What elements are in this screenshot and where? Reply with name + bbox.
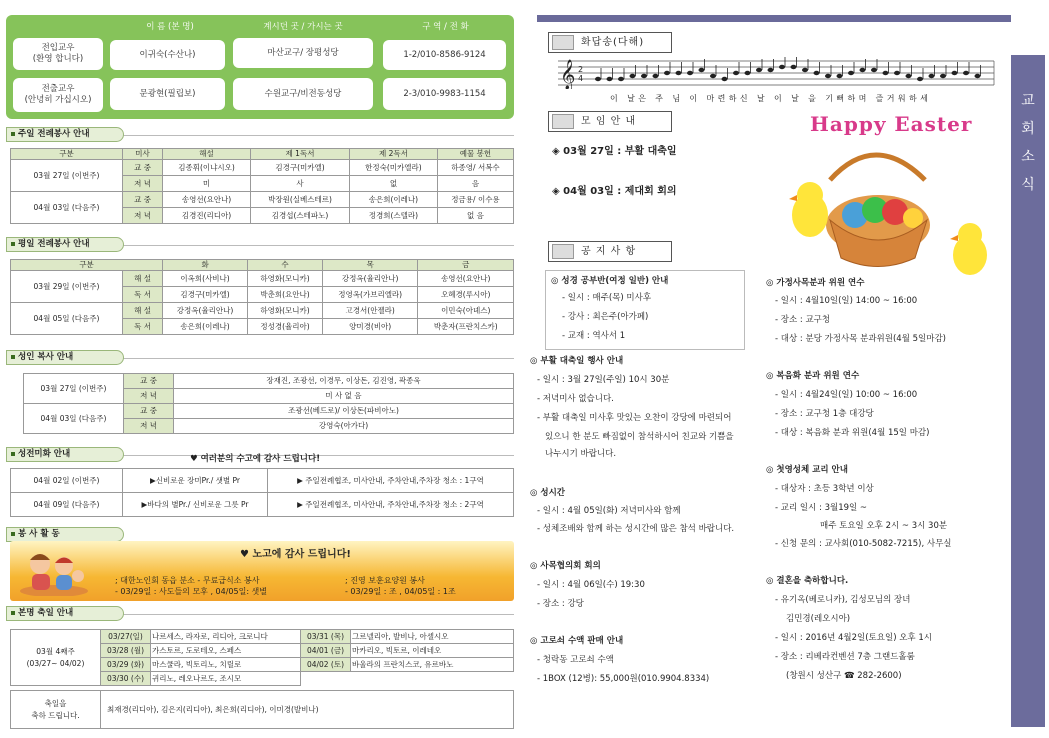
date-cell: 04월 03일 (다음주) — [11, 192, 123, 224]
service-heading: 봉 사 활 동 — [6, 527, 124, 542]
notice-line: - 일시 : 4월 05일(화) 저녁미사와 함께 — [537, 506, 681, 516]
table-cell: ▶ 주일전례협조, 미사안내, 주차안내,주차장 청소 : 1구역 — [268, 469, 514, 493]
music-note — [917, 77, 923, 81]
weekday-service-table — [10, 259, 514, 335]
family-illustration — [14, 546, 94, 596]
transfer-in-place: 마산교구/ 장평성당 — [233, 38, 373, 68]
table-cell: 박춘희(요안나) — [248, 287, 323, 303]
music-note — [802, 68, 808, 72]
notice-heading: ◎ 고로쇠 수액 판매 안내 — [530, 636, 624, 646]
table-cell: 미 사 없 음 — [174, 389, 514, 404]
table-header: 목 — [322, 260, 418, 271]
svg-text:4: 4 — [578, 74, 584, 83]
cleaning-table — [10, 468, 514, 517]
easter-basket-illustration — [775, 140, 995, 280]
music-note — [607, 77, 613, 81]
easter-title: Happy Easter — [810, 112, 973, 136]
priest-photo-icon — [552, 244, 574, 259]
weekday-service-heading: 평일 전례봉사 안내 — [6, 237, 124, 252]
feast-saints: 나르세스, 라자로, 리디아, 크로니다 — [151, 630, 301, 644]
table-cell: 김종휘(이냐시오) — [163, 160, 251, 176]
table-cell: 정성경(율리아) — [248, 319, 323, 335]
date-cell: 04월 03일 (다음주) — [24, 404, 124, 434]
music-note — [618, 77, 624, 81]
table-cell: 오혜경(루시아) — [418, 287, 514, 303]
music-note — [687, 71, 693, 75]
music-note — [929, 74, 935, 78]
col-name-header: 이 름 (본 명) — [146, 22, 194, 32]
hymn-lyrics: 이 날은 주 님 이 마련하신 날 이 날 을 기뻐하며 즐거워하세 — [610, 94, 932, 103]
col-place-header: 계시던 곳 / 가시는 곳 — [263, 22, 343, 32]
music-note — [871, 68, 877, 72]
notice-line: - 일시 : 4월 06일(수) 19:30 — [537, 580, 645, 590]
feast-saints: 귀리노, 레오나르도, 조시모 — [151, 672, 301, 686]
notice-line: - 일시 : 2016년 4월2일(토요일) 오후 1시 — [775, 633, 932, 643]
side-char: 식 — [1021, 177, 1035, 193]
notice-line: - 강사 : 최은주(아가페) — [562, 312, 649, 322]
notice-heading: ◎ 첫영성체 교리 안내 — [766, 465, 848, 475]
meeting-title-box — [548, 111, 672, 132]
music-note — [699, 68, 705, 72]
table-header: 구분 — [11, 149, 123, 160]
svg-text:𝄞: 𝄞 — [560, 60, 576, 89]
music-note — [710, 74, 716, 78]
notice-line: - 일시 : 4월24일(일) 10:00 ~ 16:00 — [775, 390, 918, 400]
music-note — [756, 68, 762, 72]
feast-heading: 본명 축일 안내 — [6, 606, 124, 621]
notice-line: - 일시 : 4월10일(일) 14:00 ~ 16:00 — [775, 296, 918, 306]
feast-day: 03/31 (목) — [301, 630, 351, 644]
music-note — [745, 71, 751, 75]
table-cell: 정경희(스텔라) — [349, 208, 437, 224]
feast-day: 03/28 (월) — [101, 644, 151, 658]
notice-line: - 유기옥(베로니카), 김성모님의 장녀 — [775, 595, 911, 605]
date-cell: 03월 27일 (이번주) — [11, 160, 123, 192]
col-zone-header: 구 역 / 전 화 — [422, 22, 469, 32]
notice-line: - 신청 문의 : 교사회(010-5082-7215), 사무실 — [775, 539, 952, 549]
role-cell: 해 설 — [123, 271, 163, 287]
music-note — [837, 74, 843, 78]
date-cell: 04월 09일 (다음주) — [11, 493, 123, 517]
table-cell: 고경서(안젤라) — [322, 303, 418, 319]
svg-text:2: 2 — [578, 65, 584, 74]
table-header: 화 — [163, 260, 248, 271]
music-note — [825, 74, 831, 78]
table-cell: 김경섭(스테파노) — [251, 208, 350, 224]
notice-line: - 일시 : 3월 27일(주일) 10시 30분 — [537, 375, 670, 385]
table-cell: 하영화(모니카) — [248, 303, 323, 319]
notice-heading: ◎ 부활 대축일 행사 안내 — [530, 356, 624, 366]
notice-line: - 장소 : 교구청 1층 대강당 — [775, 409, 874, 419]
music-note — [653, 74, 659, 78]
music-note — [722, 77, 728, 81]
feast-saints: 가스토르, 도로테오, 스페스 — [151, 644, 301, 658]
side-char: 교 — [1021, 93, 1035, 109]
sunday-service-heading: 주일 전례봉사 안내 — [6, 127, 124, 142]
service-left-line1: ; 대한노인회 동읍 분소 - 무료급식소 봉사 — [115, 576, 260, 585]
table-header: 구분 — [11, 260, 163, 271]
feast-table — [10, 629, 514, 686]
table-cell: 없 — [349, 176, 437, 192]
notice-line: - 대상자 : 초등 3학년 이상 — [775, 484, 874, 494]
feast-day: 03/30 (수) — [101, 672, 151, 686]
notice-line: - 장소 : 리베라컨벤션 7층 그랜드홀룸 — [775, 652, 915, 662]
table-cell: 하영화(모니카) — [248, 271, 323, 287]
congrats-table — [10, 690, 514, 729]
notice-line: - 저녁미사 없습니다. — [537, 394, 614, 404]
table-cell: 정영옥(가브리엘라) — [322, 287, 418, 303]
table-header: 제 2독서 — [349, 149, 437, 160]
feast-saints: 마스쿨라, 빅토리노, 치릴로 — [151, 658, 301, 672]
notice-line: 있으니 한 분도 빠짐없이 참석하시어 친교와 기쁨을 — [545, 432, 734, 442]
feast-day: 03/29 (화) — [101, 658, 151, 672]
cleaning-heading: 성전미화 안내 — [6, 447, 124, 462]
side-char: 소 — [1021, 149, 1035, 165]
music-note — [791, 65, 797, 69]
music-note — [848, 71, 854, 75]
notice-line: - 성체조배와 함께 하는 성시간에 많은 참석 바랍니다. — [537, 524, 735, 534]
feast-range: (03/27~ 04/02) — [26, 658, 85, 668]
music-note — [595, 77, 601, 81]
congrats-names: 최재경(리디아), 김은지(리디아), 최은희(리디아), 이미경(발비나) — [101, 691, 514, 729]
sunday-service-table — [10, 148, 514, 224]
music-note — [952, 71, 958, 75]
music-note — [963, 71, 969, 75]
notice-line: - 대상 : 복음화 분과 위원(4월 15일 마감) — [775, 428, 930, 438]
feast-day: 04/01 (금) — [301, 644, 351, 658]
notice-line: - 교리 일시 : 3월19일 ~ — [775, 503, 868, 513]
notice-heading: ◎ 성시간 — [530, 488, 566, 498]
transfer-out-zone: 2-3/010-9983-1154 — [383, 78, 506, 110]
table-cell: ▶바다의 별Pr./ 신비로운 그릇 Pr — [123, 493, 268, 517]
transfer-in-zone: 1-2/010-8586-9124 — [383, 40, 506, 70]
music-staff — [558, 57, 996, 89]
music-note — [975, 74, 981, 78]
table-cell: 김경구(미카엘) — [163, 287, 248, 303]
table-cell: 송은희(이레나) — [349, 192, 437, 208]
notice-line: - 부활 대축일 미사후 맛있는 오찬이 강당에 마련되어 — [537, 413, 732, 423]
side-char: 회 — [1021, 121, 1035, 137]
table-cell: 장재진, 조광선, 이경무, 이상돈, 김진영, 곽종욱 — [174, 374, 514, 389]
service-right-line2: - 03/29일 : 조 , 04/05일 : 1조 — [345, 587, 456, 596]
mass-cell: 교 중 — [123, 192, 163, 208]
mass-cell: 교 중 — [123, 160, 163, 176]
notice-heading: ◎ 사목협의회 회의 — [530, 561, 601, 571]
table-cell: 강영숙(아가다) — [174, 419, 514, 434]
table-cell: 김경구(미카엘) — [251, 160, 350, 176]
music-note — [779, 65, 785, 69]
notice-heading: ◎ 성경 공부반(여정 일반) 안내 — [551, 276, 669, 286]
feast-saints: 마카리오, 빅토르, 이레네오 — [351, 644, 514, 658]
feast-saints: 그르넬리아, 발비나, 아셀시오 — [351, 630, 514, 644]
feast-week: 03월 4째주 — [36, 646, 75, 656]
table-header: 예물 봉헌 — [437, 149, 513, 160]
notice-title-box — [548, 241, 672, 262]
music-note — [940, 74, 946, 78]
table-cell: 양미경(비아) — [322, 319, 418, 335]
table-cell: 송영선(요안나) — [418, 271, 514, 287]
transfer-out-label: 전출교우 (안녕히 가십시오) — [13, 78, 103, 112]
date-cell: 04월 02일 (이번주) — [11, 469, 123, 493]
table-cell: 박춘자(프란치스카) — [418, 319, 514, 335]
table-header: 제 1독서 — [251, 149, 350, 160]
table-cell: 한정숙(미카엘라) — [349, 160, 437, 176]
service-right-line1: ; 진영 보훈요양원 봉사 — [345, 576, 425, 585]
table-header: 금 — [418, 260, 514, 271]
music-note — [768, 68, 774, 72]
notice-line: - 1BOX (12병): 55,000원(010.9904.8334) — [537, 674, 710, 684]
notice-line: - 교재 : 역사서 1 — [562, 331, 626, 341]
table-header: 수 — [248, 260, 323, 271]
meeting-item: ◈ 04월 03일 : 제대회 회의 — [552, 186, 677, 197]
acolyte-table — [23, 373, 514, 434]
notice-heading: ◎ 가정사목분과 위원 연수 — [766, 278, 865, 288]
table-cell: 하종영/ 서복수 — [437, 160, 513, 176]
hymn-title-box — [548, 32, 672, 53]
meeting-item: ◈ 03월 27일 : 부활 대축일 — [552, 146, 677, 157]
music-note — [664, 71, 670, 75]
notice-line: - 청락동 고로쇠 수액 — [537, 655, 614, 665]
transfer-in-label: 전입교우 (환영 합니다) — [13, 38, 103, 70]
role-cell: 독 서 — [123, 287, 163, 303]
banner-thanks: ♥ 노고에 감사 드립니다! — [240, 549, 351, 560]
table-cell: 정금용/ 이수용 — [437, 192, 513, 208]
music-note — [894, 71, 900, 75]
role-cell: 해 설 — [123, 303, 163, 319]
service-left-line2: - 03/29일 : 사도들의 모후 , 04/05일: 샛별 — [115, 587, 268, 596]
mass-cell: 저 녁 — [124, 419, 174, 434]
hymn-title: 화답송(다해) — [581, 37, 645, 48]
notice-line: 나누시기 바랍니다. — [545, 449, 617, 459]
table-cell: 미 — [163, 176, 251, 192]
transfer-out-name: 문광현(필립보) — [110, 78, 225, 110]
table-header: 해설 — [163, 149, 251, 160]
transfer-in-name: 이귀숙(수산나) — [110, 40, 225, 70]
table-cell: 강정옥(율리안나) — [322, 271, 418, 287]
table-header: 미사 — [123, 149, 163, 160]
church-news-tab — [1011, 55, 1045, 727]
feast-day: 04/02 (토) — [301, 658, 351, 672]
feast-saints: 바울라의 프란치스코, 유르바노 — [351, 658, 514, 672]
notice-heading: ◎ 복음화 분과 위원 연수 — [766, 371, 860, 381]
table-cell: 이옥희(사비나) — [163, 271, 248, 287]
date-cell: 03월 29일 (이번주) — [11, 271, 123, 303]
mass-cell: 교 중 — [124, 404, 174, 419]
date-cell: 03월 27일 (이번주) — [24, 374, 124, 404]
notice-line: - 장소 : 강당 — [537, 599, 584, 609]
priest-photo-icon — [552, 114, 574, 129]
notice-line: 매주 토요일 오후 2시 ~ 3시 30분 — [820, 521, 948, 531]
priest-photo-icon — [552, 35, 574, 50]
music-note — [906, 74, 912, 78]
table-cell: 사 — [251, 176, 350, 192]
table-cell: ▶신비로운 장미Pr./ 샛별 Pr — [123, 469, 268, 493]
transfer-out-place: 수원교구/비전동성당 — [233, 78, 373, 110]
notice-line: 김민경(레오시아) — [786, 614, 851, 624]
table-cell: 송은희(이레나) — [163, 319, 248, 335]
table-cell: 없 음 — [437, 208, 513, 224]
music-note — [733, 71, 739, 75]
mass-cell: 저 녁 — [123, 208, 163, 224]
music-note — [860, 68, 866, 72]
table-cell: 음 — [437, 176, 513, 192]
notice-line: - 일시 : 매주(목) 미사후 — [562, 293, 652, 303]
music-note — [630, 74, 636, 78]
congrats-label: 축일을 축하 드립니다. — [11, 691, 101, 729]
table-cell: 강정옥(율리안나) — [163, 303, 248, 319]
mass-cell: 교 중 — [124, 374, 174, 389]
notice-title: 공 지 사 항 — [581, 246, 637, 257]
acolyte-heading: 성인 복사 안내 — [6, 350, 124, 365]
thanks-text: ♥ 여러분의 수고에 감사 드립니다! — [190, 454, 321, 464]
table-cell: 박장원(실베스테르) — [251, 192, 350, 208]
music-note — [676, 71, 682, 75]
notice-line: - 장소 : 교구청 — [775, 315, 831, 325]
table-cell: 김경진(리디아) — [163, 208, 251, 224]
music-note — [641, 74, 647, 78]
feast-day: 03/27(일) — [101, 630, 151, 644]
mass-cell: 저 녁 — [123, 176, 163, 192]
notice-line: - 대상 : 분당 가정사목 분과위원(4월 5일마감) — [775, 334, 946, 344]
music-note — [814, 71, 820, 75]
notice-line: (창원시 성산구 ☎ 282-2600) — [786, 671, 902, 681]
table-cell: 조광선(베드로)/ 이상돈(파비아노) — [174, 404, 514, 419]
table-cell: 송영선(요안나) — [163, 192, 251, 208]
role-cell: 독 서 — [123, 319, 163, 335]
table-cell: ▶ 주일전례협조, 미사안내, 주차안내,주차장 청소 : 2구역 — [268, 493, 514, 517]
meeting-title: 모 임 안 내 — [581, 116, 637, 127]
music-note — [883, 71, 889, 75]
mass-cell: 저 녁 — [124, 389, 174, 404]
table-cell: 이민숙(아녜스) — [418, 303, 514, 319]
notice-heading: ◎ 결혼을 축하합니다. — [766, 576, 849, 586]
date-cell: 04월 05일 (다음주) — [11, 303, 123, 335]
